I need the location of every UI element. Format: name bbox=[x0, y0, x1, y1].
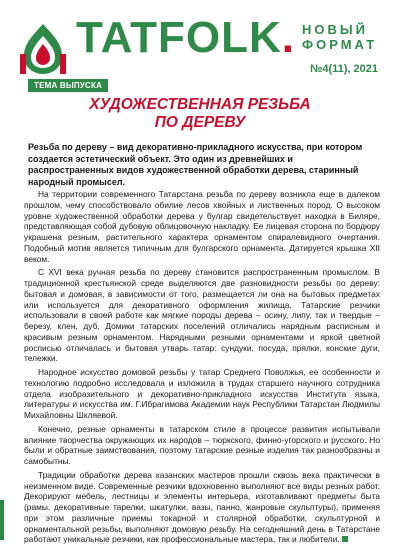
paragraph: Конечно, резные орнаменты в татарском стиле в процессе развития испытывали влияние творчества окружающих их народов – тюркского, финно-угорского и русского. Но были и обратные заимствования, поэтому татарские резные изделия так разнообразны и самобытны. bbox=[24, 423, 380, 466]
issue-number: №4(11), 2021 bbox=[310, 63, 378, 75]
article-lead: Резьба по дереву – вид декоративно-прикладного искусства, при котором создается эстетический объект. Это один из древнейших и распространенных видов художественной обработки дерева, старинный народный промысел. bbox=[28, 142, 363, 187]
brand-name: TATFOLK. bbox=[76, 13, 295, 62]
decorative-bar bbox=[0, 500, 4, 540]
paragraph: Народное искусство домовой резьбы у татар Среднего Поволжья, ее особенности и технологию подробно исследовала и изложила в трудах старшего научного сотрудника отдела изобразительного и декоративно-прикладного искусства Института языка, литературы и искусства им. Г.Ибрагимова Академии наук Республики Татарстан Людмилы Михайловны Шкляевой. bbox=[24, 367, 380, 420]
article-body bbox=[24, 189, 380, 548]
masthead bbox=[0, 0, 400, 80]
section-label: ТЕМА ВЫПУСКА bbox=[28, 79, 108, 92]
paragraph: Традиции обработки дерева казанских мастеров прошли сквозь века практически в неизменном виде. Современные резчики вдохновенно выполняют все виды резных работ. Декорируют мебель, лестницы и элементы интерьера, изготавливают предметы быта (рамы, декоративные тарелки, шкатулки, вазы, панно, жанровые скульптуры), применяя при этом различные приемы токарной и столярной обработки, скульптурной и орнаментальной резьбы, выполняют домовую резьбу. На сегодняшний день в Татарстане работают уникальные резчики, как профессиональные мастера, так и любители. bbox=[24, 469, 380, 545]
ornamental-tulip-logo-icon bbox=[14, 20, 72, 78]
article-title: ХУДОЖЕСТВЕННАЯ РЕЗЬБА ПО ДЕРЕВУ bbox=[89, 96, 311, 131]
format-tagline: НОВЫЙ ФОРМАТ bbox=[302, 22, 378, 52]
end-of-article-square-icon bbox=[342, 536, 348, 542]
paragraph: С XVI века ручная резьба по дереву становится распространенным промыслом. В традиционной крестьянской среде выделяются две разновидности резьбы по дереву: бытовая и домовая, в зависимости от того, размещается ли она на бытовых предметах или используется для декоративного оформления жилища. Татарские резчики использовали в своей работе как мягкие породы дерева – осину, липу, так и твердые – березу, клен, дуб. Домики татарских поселений отличались нарядным расписным и красивым резным орнаментом. Нарядными резными орнаментами и яркой цветной росписью отличалась и бытовая утварь татар: сундуки, посуда, прялки, конские дуги, тележки. bbox=[24, 267, 380, 364]
paragraph: На территории современного Татарстана резьба по дереву возникла еще в далеком прошлом, чему способствовало обилие лесов хвойных и лиственных пород. О высоком уровне художественной обработки дерева у булгар свидетельствует находка в Биляре, представляющая собой дубовую облицовочную накладку. Ее лицевая сторона по бордюру украшена резным, растительного характера орнаментом спиралевидного очертания. Подобный мотив является типичным для булгарского орнамента. Датируется крышка XII веком. bbox=[24, 189, 380, 264]
